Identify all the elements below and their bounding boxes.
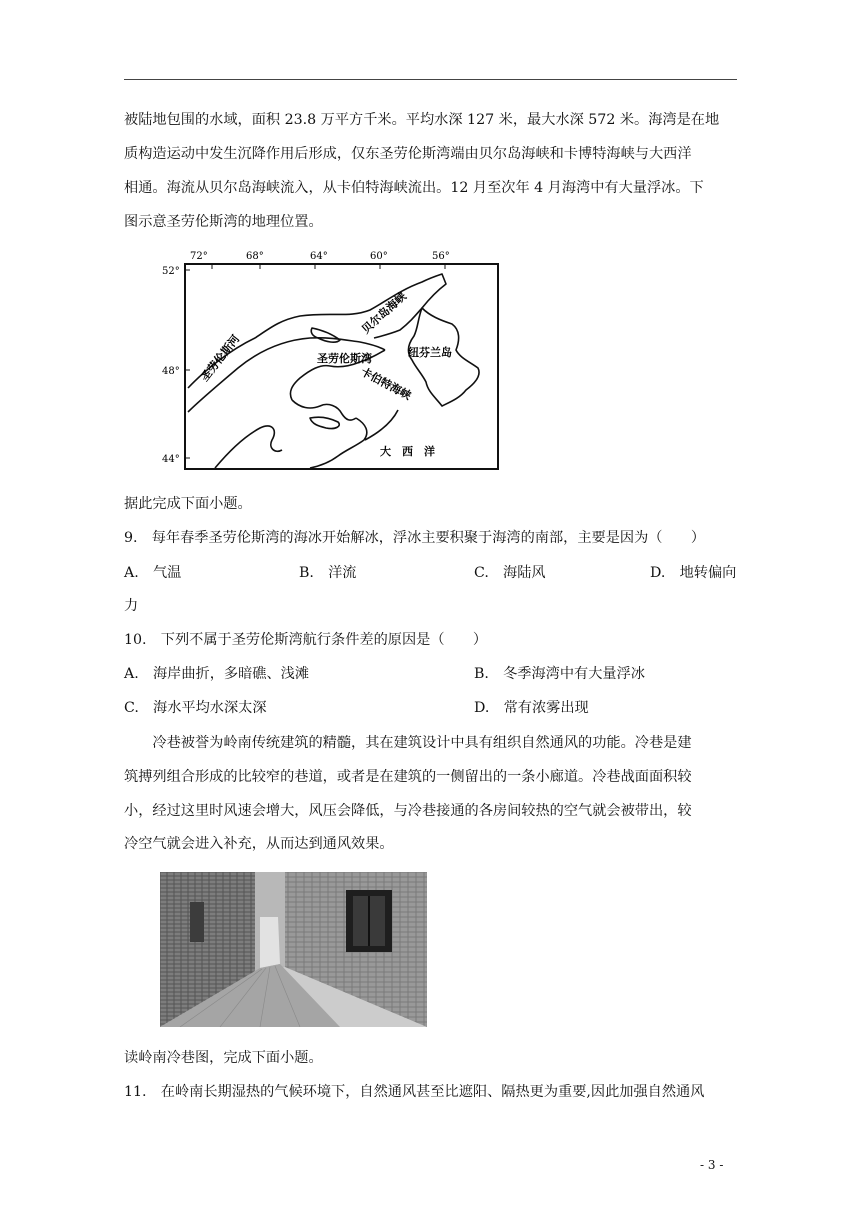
q9-option-c: C. 海陆风 — [474, 565, 546, 581]
lat-label-52: 52° — [162, 266, 180, 277]
q9-option-d: D. 地转偏向 — [650, 565, 737, 581]
lon-label-64: 64° — [310, 251, 328, 262]
label-atlantic: 大 西 洋 — [380, 445, 435, 458]
page-number: - 3 - — [700, 1158, 724, 1172]
lat-label-48: 48° — [162, 366, 180, 377]
intro-line-3: 相通。海流从贝尔岛海峡流入，从卡伯特海峡流出。12 月至次年 4 月海湾中有大量浮冰。下 — [124, 180, 704, 196]
label-belle-isle: 贝尔岛海峡 — [359, 289, 409, 337]
intro-line-1: 被陆地包围的水域，面积 23.8 万平方千米。平均水深 127 米，最大水深 572 米。海湾是在地 — [124, 112, 720, 128]
lat-label-44: 44° — [162, 454, 180, 465]
lon-label-68: 68° — [246, 251, 264, 262]
lon-label-72: 72° — [190, 251, 208, 262]
label-cabot: 卡伯特海峡 — [358, 365, 414, 403]
after-map-instruction: 据此完成下面小题。 — [124, 496, 252, 512]
q10-stem: 10. 下列不属于圣劳伦斯湾航行条件差的原因是（ ） — [124, 632, 488, 648]
passage2-line-1: 冷巷被誉为岭南传统建筑的精髓，其在建筑设计中具有组织自然通风的功能。冷巷是建 — [124, 735, 692, 751]
q10-option-d: D. 常有浓雾出现 — [474, 700, 589, 716]
q9-stem: 9. 每年春季圣劳伦斯湾的海冰开始解冰，浮冰主要积聚于海湾的南部，主要是因为（ ） — [124, 530, 706, 546]
intro-line-2: 质构造运动中发生沉降作用后形成，仅东圣劳伦斯湾端由贝尔岛海峡和卡博特海峡与大西洋 — [124, 146, 692, 162]
label-gulf: 圣劳伦斯湾 — [317, 352, 372, 365]
q10-option-a: A. 海岸曲折，多暗礁、浅滩 — [124, 666, 310, 682]
label-newfoundland: 纽芬兰岛 — [408, 346, 452, 359]
q9-option-a: A. 气温 — [124, 565, 182, 581]
lingnan-cold-alley-photo — [160, 872, 427, 1027]
passage2-line-3: 小，经过这里时风速会增大，风压会降低，与冷巷接通的各房间较热的空气就会被带出，较 — [124, 803, 692, 819]
q11-stem: 11. 在岭南长期湿热的气候环境下，自然通风甚至比遮阳、隔热更为重要,因此加强自然通风 — [124, 1084, 705, 1100]
header-rule — [124, 79, 737, 80]
q10-option-c: C. 海水平均水深太深 — [124, 700, 267, 716]
q10-option-b: B. 冬季海湾中有大量浮冰 — [474, 666, 645, 682]
q9-option-d-continued: 力 — [124, 598, 139, 614]
gulf-of-st-lawrence-map — [160, 250, 505, 475]
q9-option-b: B. 洋流 — [299, 565, 357, 581]
intro-line-4: 图示意圣劳伦斯湾的地理位置。 — [124, 214, 323, 230]
after-photo-instruction: 读岭南冷巷图，完成下面小题。 — [124, 1050, 323, 1066]
lon-label-56: 56° — [432, 251, 450, 262]
passage2-line-4: 冷空气就会进入补充，从而达到通风效果。 — [124, 836, 394, 852]
passage2-line-2: 筑搏列组合形成的比较窄的巷道，或者是在建筑的一侧留出的一条小廊道。冷巷战面面积较 — [124, 769, 692, 785]
lon-label-60: 60° — [370, 251, 388, 262]
label-river: 圣劳伦斯河 — [198, 332, 243, 384]
